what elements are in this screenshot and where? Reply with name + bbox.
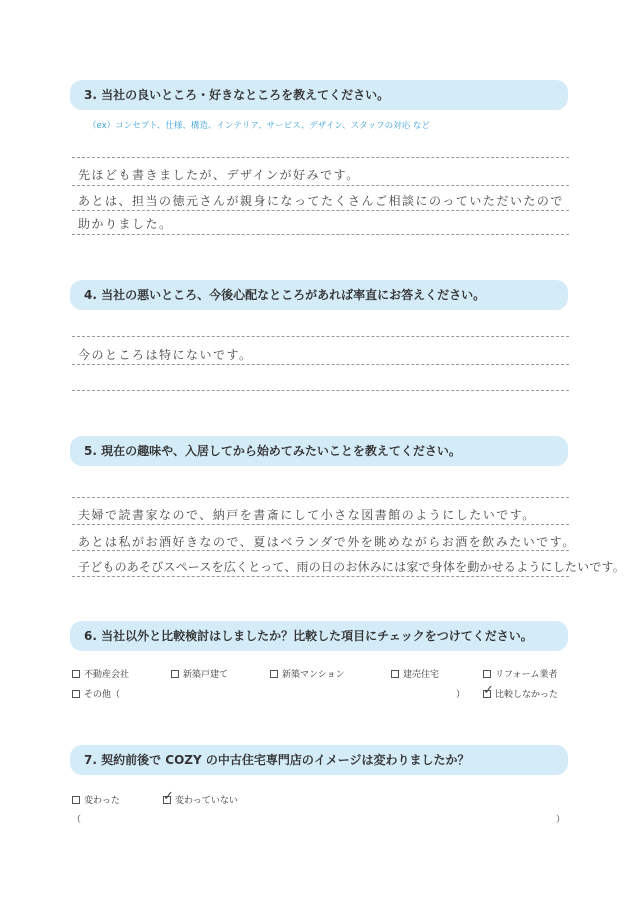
answer-line	[72, 550, 569, 551]
answer-line	[72, 390, 569, 391]
answer-line	[72, 524, 569, 525]
q6-option-reform[interactable]: リフォーム業者	[483, 667, 558, 680]
q5-answer-line-3: 子どものあそびスペースを広くとって、雨の日のお休みには家で身体を動かせるようにしたいです。	[78, 560, 625, 574]
q7-close-paren: ）	[556, 815, 566, 825]
q6-option-built-for-sale[interactable]: 建売住宅	[391, 667, 439, 680]
answer-line	[72, 364, 569, 365]
q3-answer-line-2: あとは、担当の徳元さんが親身になってたくさんご相談にのっていただいたので	[78, 194, 564, 208]
answer-line	[72, 157, 569, 158]
q4-header: 4. 当社の悪いところ、今後心配なところがあれば率直にお答えください。	[70, 280, 568, 310]
q7-header: 7. 契約前後で COZY の中古住宅専門店のイメージは変わりましたか？	[70, 745, 568, 775]
answer-line	[72, 497, 569, 498]
q3-header: 3. 当社の良いところ・好きなところを教えてください。	[70, 80, 568, 110]
q3-answer-line-3: 助かりました。	[78, 217, 173, 231]
checkbox-icon[interactable]	[391, 670, 399, 678]
checkbox-icon[interactable]	[483, 682, 494, 698]
checkbox-icon[interactable]	[270, 670, 278, 678]
q4-answer-line-1: 今のところは特にないです。	[78, 348, 253, 362]
answer-line	[72, 185, 569, 186]
q6-other-close-paren: ）	[456, 690, 466, 700]
checkbox-icon[interactable]	[483, 670, 491, 678]
q6-option-new-house[interactable]: 新築戸建て	[171, 667, 228, 680]
answer-line	[72, 210, 569, 211]
q6-option-new-condo[interactable]: 新築マンション	[270, 667, 345, 680]
q7-option-changed[interactable]: 変わった	[72, 793, 120, 806]
q6-option-real-estate[interactable]: 不動産会社	[72, 667, 129, 680]
q7-option-not-changed[interactable]: ✓ 変わっていない	[163, 788, 238, 806]
q5-answer-line-2: あとは私がお酒好きなので、夏はベランダで外を眺めながらお酒を飲みたいです。	[78, 535, 576, 549]
checkbox-icon[interactable]	[171, 670, 179, 678]
q5-answer-line-1: 夫婦で読書家なので、納戸を書斎にして小さな図書館のようにしたいです。	[78, 508, 536, 522]
answer-line	[72, 336, 569, 337]
checkbox-icon[interactable]	[72, 690, 80, 698]
checkbox-icon[interactable]	[72, 670, 80, 678]
answer-line	[72, 576, 569, 577]
checkbox-icon[interactable]	[163, 788, 174, 804]
checkbox-icon[interactable]	[72, 796, 80, 804]
check-mark-icon: ✓	[483, 682, 494, 698]
q7-open-paren: （	[72, 815, 82, 825]
q6-header: 6. 当社以外と比較検討はしましたか？比較した項目にチェックをつけてください。	[70, 621, 568, 651]
answer-line	[72, 234, 569, 235]
q3-example: （ex）コンセプト、仕様、構造、インテリア、サービス、デザイン、スタッフの対応 など	[88, 121, 430, 131]
check-mark-icon: ✓	[163, 788, 174, 804]
q3-answer-line-1: 先ほども書きましたが、デザインが好みです。	[78, 168, 360, 182]
q6-option-no-compare[interactable]: ✓ 比較しなかった	[483, 682, 559, 700]
q6-option-other[interactable]: その他（	[72, 687, 120, 700]
q5-header: 5. 現在の趣味や、入居してから始めてみたいことを教えてください。	[70, 436, 568, 466]
